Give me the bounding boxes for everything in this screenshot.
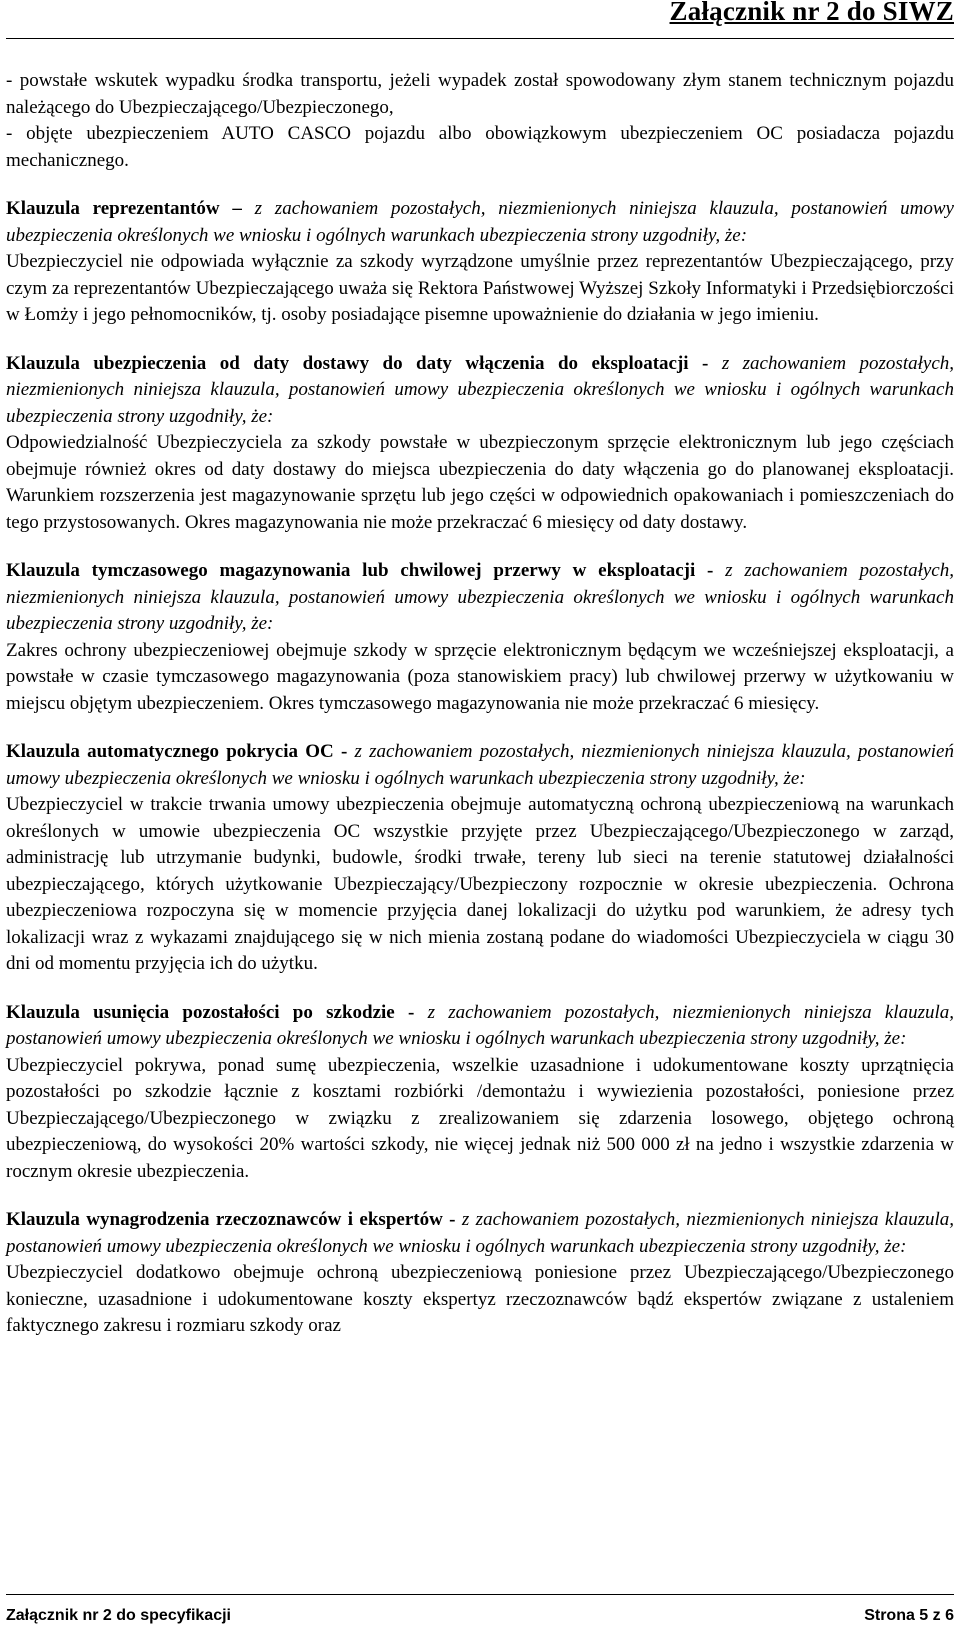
- clause-title: Klauzula automatycznego pokrycia OC -: [6, 741, 348, 762]
- clause-experts-fees: [6, 1207, 954, 1340]
- clause-condition: z zachowaniem pozostałych, niezmienionych niniejsza klauzula, postanowień umowy ubezpieczenia określonych we wniosku i ogólnych warunkach ubezpieczenia strony uzgodniły, że:: [6, 1001, 955, 1049]
- clause-title: Klauzula usunięcia pozostałości po szkodzie -: [6, 1001, 415, 1023]
- clause-delivery-to-commissioning: [6, 351, 954, 537]
- clause-title: Klauzula wynagrodzenia rzeczoznawców i ekspertów -: [6, 1209, 456, 1230]
- clause-condition: z zachowaniem pozostałych, niezmienionych niniejsza klauzula, postanowień umowy ubezpieczenia określonych we wniosku i ogólnych warunkach ubezpieczenia strony uzgodniły, że:: [6, 560, 954, 634]
- clause-automatic-oc: [6, 739, 954, 978]
- footer-divider: [6, 1594, 954, 1595]
- footer-document-name: Załącznik nr 2 do specyfikacji: [6, 1607, 231, 1624]
- clause-temporary-storage: [6, 558, 954, 717]
- clause-condition: z zachowaniem pozostałych, niezmienionych niniejsza klauzula, postanowień umowy ubezpieczenia określonych we wniosku i ogólnych warunkach ubezpieczenia strony uzgodniły, że:: [6, 198, 954, 246]
- page-header-title: Załącznik nr 2 do SIWZ: [669, 0, 954, 26]
- intro-item: - objęte ubezpieczeniem AUTO CASCO pojazdu albo obowiązkowym ubezpieczeniem OC posiadacza pojazdu mechanicznego.: [6, 123, 954, 171]
- clause-condition: z zachowaniem pozostałych, niezmienionych niniejsza klauzula, postanowień umowy ubezpieczenia określonych we wniosku i ogólnych warunkach ubezpieczenia strony uzgodniły, że:: [6, 1209, 954, 1257]
- clause-body: Zakres ochrony ubezpieczeniowej obejmuje szkody w sprzęcie elektronicznym będącym we wcześniejszej eksploatacji, a powstałe w czasie tymczasowego magazynowania (poza stanowiskiem pracy) lub chwilowej przerwy w użytkowaniu w miejscu objętym ubezpieczeniem. Okres tymczasowego magazynowania nie może przekraczać 6 miesięcy.: [6, 639, 954, 714]
- clause-title: Klauzula ubezpieczenia od daty dostawy do daty włączenia do eksploatacji -: [6, 352, 709, 374]
- clause-body: Odpowiedzialność Ubezpieczyciela za szkody powstałe w ubezpieczonym sprzęcie elektronicznym lub jego częściach obejmuje również okres od daty dostawy do miejsca ubezpieczenia do daty włączenia go do planowanej eksploatacji. Warunkiem rozszerzenia jest magazynowanie sprzętu lub jego części w odpowiednich opakowaniach i pomieszczeniach do tego przystosowanych. Okres magazynowania nie może przekraczać 6 miesięcy od daty dostawy.: [6, 432, 954, 533]
- intro-item: - powstałe wskutek wypadku środka transportu, jeżeli wypadek został spowodowany złym stanem technicznym pojazdu należącego do Ubezpieczającego/Ubezpieczonego,: [6, 70, 954, 118]
- clause-title: Klauzula reprezentantów –: [6, 198, 242, 219]
- clause-title: Klauzula tymczasowego magazynowania lub chwilowej przerwy w eksploatacji -: [6, 560, 714, 581]
- clause-body: Ubezpieczyciel dodatkowo obejmuje ochroną ubezpieczeniową poniesione przez Ubezpieczającego/Ubezpieczonego konieczne, uzasadnione i udokumentowane koszty ekspertyz rzeczoznawców bądź ekspertów związane z ustaleniem faktycznego zakresu i rozmiaru szkody oraz: [6, 1262, 954, 1336]
- footer-page-number: Strona 5 z 6: [864, 1607, 954, 1624]
- clause-debris-removal: [6, 1000, 954, 1186]
- clause-body: Ubezpieczyciel pokrywa, ponad sumę ubezpieczenia, wszelkie uzasadnione i udokumentowane koszty uprzątnięcia pozostałości po szkodzie łącznie z kosztami rozbiórki /demontażu i wywiezienia pozostałości, poniesione przez Ubezpieczającego/Ubezpieczonego w związku z zrealizowaniem się zdarzenia losowego, objętego ochroną ubezpieczeniową, do wysokości 20% wartości szkody, nie więcej jednak niż 500 000 zł na jedno i wszystkie zdarzenia w rocznym okresie ubezpieczenia.: [6, 1054, 954, 1182]
- intro-list: [6, 68, 954, 174]
- clause-condition: z zachowaniem pozostałych, niezmienionych niniejsza klauzula, postanowień umowy ubezpieczenia określonych we wniosku i ogólnych warunkach ubezpieczenia strony uzgodniły, że:: [6, 352, 955, 427]
- clause-condition: z zachowaniem pozostałych, niezmienionych niniejsza klauzula, postanowień umowy ubezpieczenia określonych we wniosku i ogólnych warunkach ubezpieczenia strony uzgodniły, że:: [6, 741, 954, 789]
- clause-body: Ubezpieczyciel w trakcie trwania umowy ubezpieczenia obejmuje automatyczną ochroną ubezpieczeniową na warunkach określonych w umowie ubezpieczenia OC wszystkie przyjęte przez Ubezpieczającego/Ubezpieczonego w zarząd, administrację lub utrzymanie budynki, budowle, środki trwałe, tereny lub sieci na terenie statutowej działalności ubezpieczającego, których użytkowanie Ubezpieczający/Ubezpieczony rozpocznie w okresie ubezpieczenia. Ochrona ubezpieczeniowa rozpoczyna się w momencie przyjęcia danej lokalizacji do użytku pod warunkiem, że adresy tych lokalizacji wraz z wykazami znajdującego się w nich mienia zostaną podane do wiadomości Ubezpieczyciela w ciągu 30 dni od momentu przyjęcia ich do użytku.: [6, 794, 954, 974]
- clause-body: Ubezpieczyciel nie odpowiada wyłącznie za szkody wyrządzone umyślnie przez reprezentantów Ubezpieczającego, przy czym za reprezentantów Ubezpieczającego uważa się Rektora Państwowej Wyższej Szkoły Informatyki i Przedsiębiorczości w Łomży i jego pełnomocników, tj. osoby posiadające pisemne upoważnienie do działania w jego imieniu.: [6, 251, 954, 325]
- clause-representatives: [6, 196, 954, 329]
- header-divider: [6, 38, 954, 39]
- document-body: [6, 68, 954, 1362]
